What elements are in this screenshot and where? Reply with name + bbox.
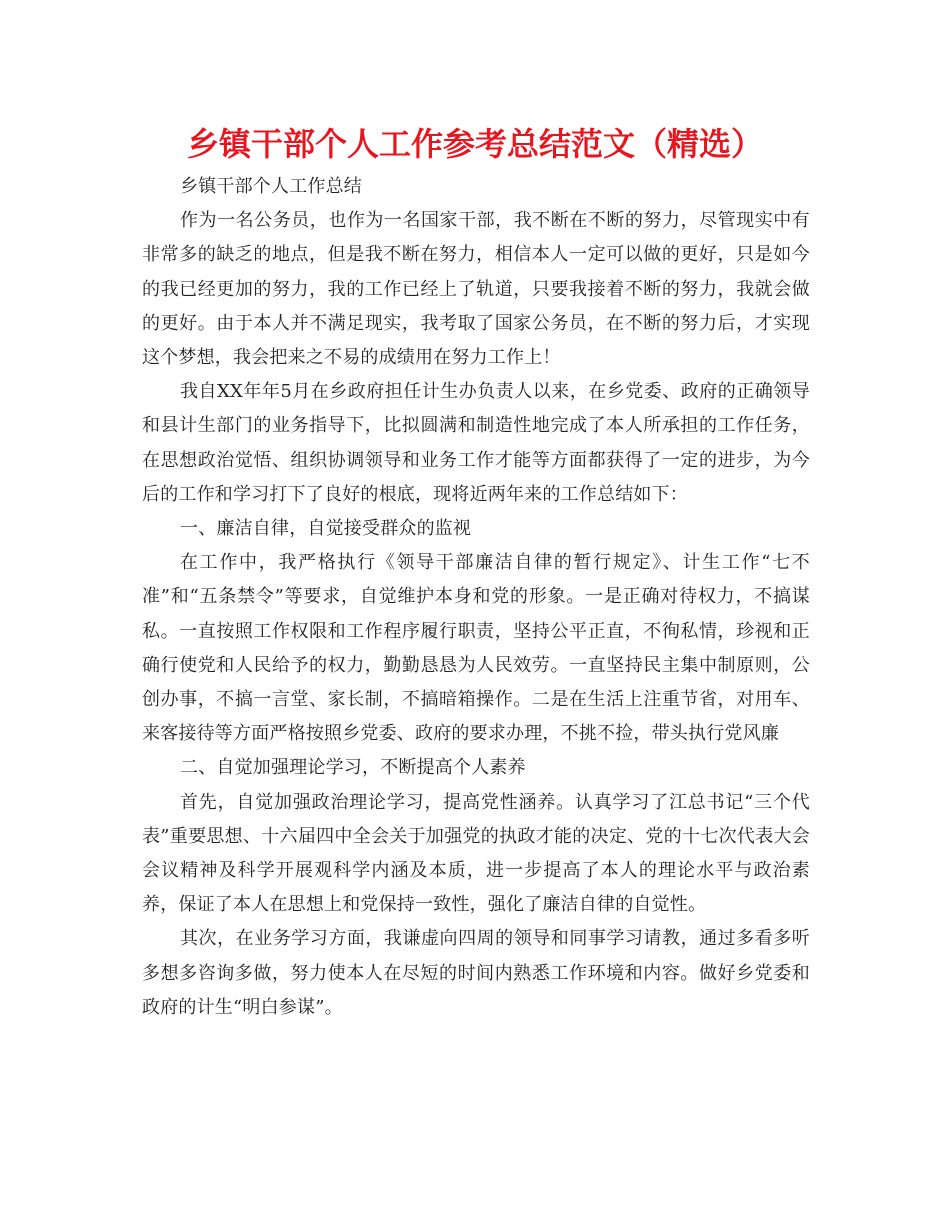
document-body (142, 170, 810, 1025)
body-paragraph: 在工作中，我严格执行《领导干部廉洁自律的暂行规定》、计生工作“七不准”和“五条禁令”等要求，自觉维护本身和党的形象。一是正确对待权力，不搞谋私。一直按照工作权限和工作程序履行职责，坚持公平正直，不徇私情，珍视和正确行使党和人民给予的权力，勤勤恳恳为人民效劳。一直坚持民主集中制原则，公创办事，不搞一言堂、家长制，不搞暗箱操作。二是在生活上注重节省，对用车、来客接待等方面严格按照乡党委、政府的要求办理，不挑不捡，带头执行党风廉 (142, 552, 810, 745)
body-paragraph: 作为一名公务员，也作为一名国家干部，我不断在不断的努力，尽管现实中有非常多的缺乏的地点，但是我不断在努力，相信本人一定可以做的更好，只是如今的我已经更加的努力，我的工作已经上了轨道，只要我接着不断的努力，我就会做的更好。由于本人并不满足现实，我考取了国家公务员，在不断的努力后，才实现这个梦想，我会把来之不易的成绩用在努力工作上！ (142, 210, 810, 369)
body-paragraph: 其次，在业务学习方面，我谦虚向四周的领导和同事学习请教，通过多看多听多想多咨询多做，努力使本人在尽短的时间内熟悉工作环境和内容。做好乡党委和政府的计生“明白参谋”。 (142, 928, 810, 1018)
body-paragraph: 我自XX年年5月在乡政府担任计生办负责人以来，在乡党委、政府的正确领导和县计生部门的业务指导下，比拟圆满和制造性地完成了本人所承担的工作任务，在思想政治觉悟、组织协调领导和业务工作才能等方面都获得了一定的进步，为今后的工作和学习打下了良好的根底，现将近两年来的工作总结如下： (142, 381, 810, 505)
section-heading: 二、自觉加强理论学习，不断提高个人素养 (180, 757, 526, 779)
section-heading: 一、廉洁自律，自觉接受群众的监视 (180, 518, 472, 540)
subtitle-paragraph: 乡镇干部个人工作总结 (180, 176, 362, 197)
document-title: 乡镇干部个人工作参考总结范文（精选） (186, 125, 763, 163)
body-paragraph: 首先，自觉加强政治理论学习，提高党性涵养。认真学习了江总书记“三个代表”重要思想、十六届四中全会关于加强党的执政才能的决定、党的十七次代表大会会议精神及科学开展观科学内涵及本质，进一步提高了本人的理论水平与政治素养，保证了本人在思想上和党保持一致性，强化了廉洁自律的自觉性。 (142, 791, 810, 916)
